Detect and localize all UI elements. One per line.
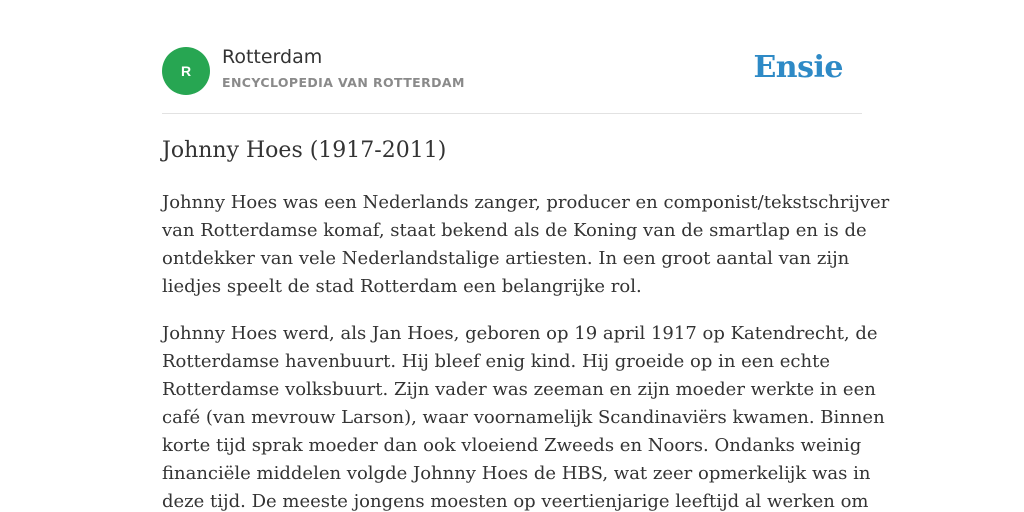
text-line: korte tijd sprak moeder dan ook vloeiend Zweeds en Noors. Ondanks weinig — [162, 435, 862, 456]
site-header — [162, 0, 862, 114]
brand-subtitle: ENCYCLOPEDIA VAN ROTTERDAM — [222, 75, 465, 90]
article-body — [162, 189, 890, 512]
text-line: liedjes speelt de stad Rotterdam een belangrijke rol. — [162, 276, 642, 297]
content-column — [162, 0, 890, 512]
paragraph-spacer — [162, 301, 862, 320]
ensie-logo-link[interactable]: Ensie — [753, 50, 843, 85]
text-line: Rotterdamse volksbuurt. Zijn vader was zeeman en zijn moeder werkte in een — [162, 379, 876, 400]
text-line: Johnny Hoes was een Nederlands zanger, producer en componist/tekstschrijver — [162, 192, 890, 213]
avatar[interactable]: R — [162, 47, 210, 95]
text-line: van Rotterdamse komaf, staat bekend als de Koning van de smartlap en is de — [162, 220, 867, 241]
text-line: ontdekker van vele Nederlandstalige artiesten. In een groot aantal van zijn — [162, 248, 850, 269]
paragraph-2 — [162, 320, 885, 512]
text-line: Johnny Hoes werd, als Jan Hoes, geboren op 19 april 1917 op Katendrecht, de — [162, 323, 878, 344]
text-line: deze tijd. De meeste jongens moesten op veertienjarige leeftijd al werken om — [162, 491, 869, 512]
text-line: financiële middelen volgde Johnny Hoes de HBS, wat zeer opmerkelijk was in — [162, 463, 871, 484]
text-line: Rotterdamse havenbuurt. Hij bleef enig kind. Hij groeide op in een echte — [162, 351, 830, 372]
article-title: Johnny Hoes (1917-2011) — [162, 138, 447, 163]
paragraph-1 — [162, 189, 890, 301]
text-line: café (van mevrouw Larson), waar voornamelijk Scandinaviërs kwamen. Binnen — [162, 407, 885, 428]
brand-name-link[interactable]: Rotterdam — [222, 46, 323, 68]
